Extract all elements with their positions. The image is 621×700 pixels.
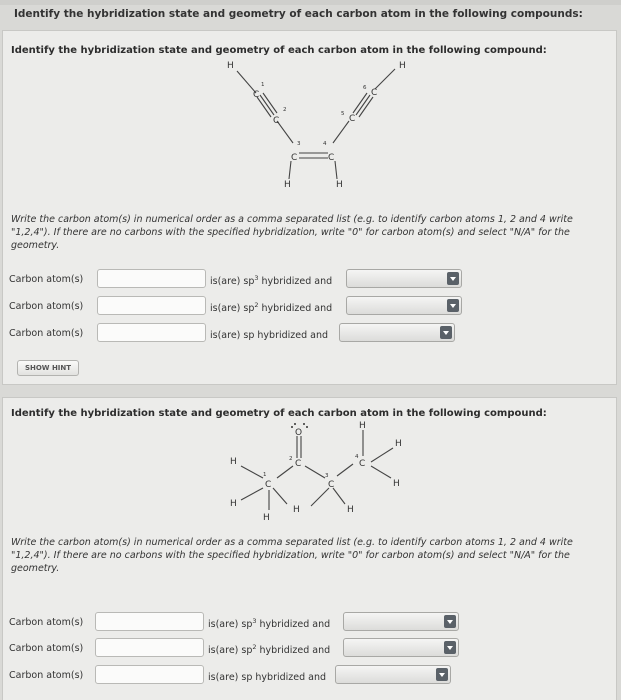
atom-label: H <box>347 505 354 515</box>
atom-label: C <box>371 88 378 98</box>
atom-number: 2 <box>289 456 293 462</box>
atom-label: H <box>293 505 300 515</box>
hybridization-text: is(are) sp hybridized and <box>210 330 329 342</box>
atom-label: C <box>349 114 356 124</box>
row-label: Carbon atom(s) <box>9 617 84 628</box>
answer-row-sp2 <box>9 296 464 318</box>
atom-number: 6 <box>363 85 367 91</box>
atom-label: C <box>328 480 335 490</box>
geometry-select[interactable] <box>346 269 462 288</box>
question-panel-1 <box>2 30 617 385</box>
atom-label: H <box>399 61 406 71</box>
atom-number: 1 <box>261 82 265 88</box>
top-strip <box>0 0 621 5</box>
answer-row-sp2 <box>9 638 464 660</box>
question-title: Identify the hybridization state and geometry of each carbon atom in the following compound: <box>11 408 547 419</box>
atom-number: 1 <box>263 472 267 478</box>
question-title: Identify the hybridization state and geometry of each carbon atom in the following compound: <box>11 45 547 56</box>
carbon-atoms-input[interactable] <box>97 296 206 315</box>
atom-label: H <box>230 499 237 509</box>
atom-number: 3 <box>297 141 301 147</box>
carbon-atoms-input[interactable] <box>97 269 206 288</box>
atom-number: 4 <box>355 454 359 460</box>
molecule-structure-1 <box>213 59 443 189</box>
atom-label: C <box>273 116 280 126</box>
atom-label: C <box>328 153 335 163</box>
chevron-down-icon[interactable] <box>440 326 452 339</box>
question-panel-2 <box>2 397 617 700</box>
atom-label: H <box>227 61 234 71</box>
row-label: Carbon atom(s) <box>9 301 84 312</box>
geometry-select[interactable] <box>343 638 459 657</box>
geometry-select[interactable] <box>343 612 459 631</box>
atom-label: O <box>295 428 303 438</box>
carbon-atoms-input[interactable] <box>95 665 204 684</box>
atom-label: H <box>336 180 343 189</box>
atom-label: C <box>291 153 298 163</box>
atom-label: H <box>284 180 291 189</box>
chevron-down-icon[interactable] <box>447 299 459 312</box>
atom-label: H <box>393 479 400 489</box>
atom-number: 3 <box>325 473 329 479</box>
chevron-down-icon[interactable] <box>447 272 459 285</box>
atom-label: C <box>265 480 272 490</box>
answer-row-sp3 <box>9 612 464 634</box>
answer-row-sp <box>9 665 464 687</box>
chevron-down-icon[interactable] <box>444 641 456 654</box>
instructions: Write the carbon atom(s) in numerical order as a comma separated list (e.g. to identify carbon atoms 1, 2 and 4 write "1,2,4"). If there are no carbons with the specified hybridization, write "0" for carbon atom(s) and select "N/A" for the geometry. <box>11 537 573 574</box>
atom-label: C <box>253 90 260 100</box>
molecule-structure-2 <box>225 418 425 528</box>
answer-row-sp3 <box>9 269 464 291</box>
hybridization-text: is(are) sp hybridized and <box>208 672 327 684</box>
atom-number: 5 <box>341 111 345 117</box>
atom-label: H <box>359 421 366 431</box>
row-label: Carbon atom(s) <box>9 670 84 681</box>
hybridization-text: is(are) $sp^3$ hybridized and <box>210 274 333 288</box>
hybridization-text: is(are) $sp^2$ hybridized and <box>208 643 331 657</box>
page-title: Identify the hybridization state and geometry of each carbon atom in the following compounds: <box>14 8 583 20</box>
atom-number: 4 <box>323 141 327 147</box>
chevron-down-icon[interactable] <box>444 615 456 628</box>
atom-label: H <box>230 457 237 467</box>
atom-label: C <box>295 459 302 469</box>
answer-row-sp <box>9 323 464 345</box>
atom-label: C <box>359 459 366 469</box>
geometry-select[interactable] <box>346 296 462 315</box>
atom-label: H <box>263 513 270 523</box>
show-hint-button[interactable]: SHOW HINT <box>17 360 79 376</box>
atom-label: H <box>395 439 402 449</box>
carbon-atoms-input[interactable] <box>95 638 204 657</box>
geometry-select[interactable] <box>335 665 451 684</box>
carbon-atoms-input[interactable] <box>97 323 206 342</box>
hybridization-text: is(are) $sp^3$ hybridized and <box>208 617 331 631</box>
row-label: Carbon atom(s) <box>9 274 84 285</box>
atom-number: 2 <box>283 107 287 113</box>
chevron-down-icon[interactable] <box>436 668 448 681</box>
carbon-atoms-input[interactable] <box>95 612 204 631</box>
row-label: Carbon atom(s) <box>9 643 84 654</box>
geometry-select[interactable] <box>339 323 455 342</box>
row-label: Carbon atom(s) <box>9 328 84 339</box>
hybridization-text: is(are) $sp^2$ hybridized and <box>210 301 333 315</box>
instructions: Write the carbon atom(s) in numerical order as a comma separated list (e.g. to identify carbon atoms 1, 2 and 4 write "1,2,4"). If there are no carbons with the specified hybridization, write "0" for carbon atom(s) and select "N/A" for the geometry. <box>11 214 573 251</box>
